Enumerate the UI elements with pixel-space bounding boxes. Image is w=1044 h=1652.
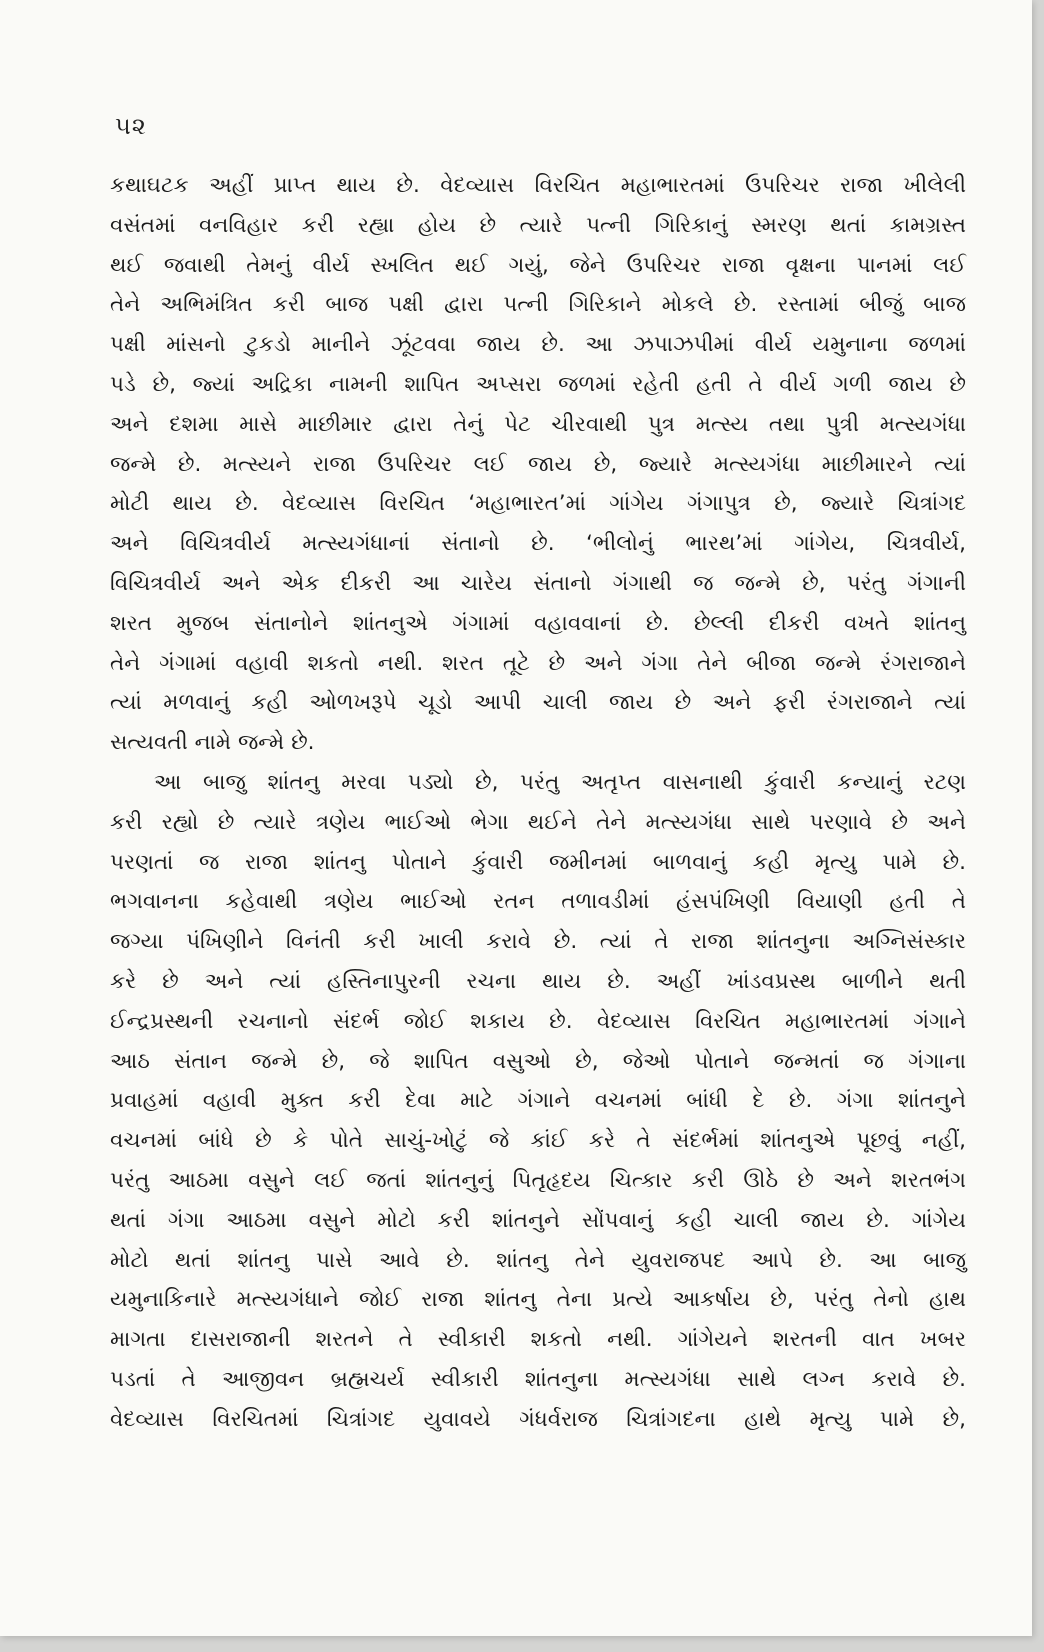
text-line: અને દશમા માસે માછીમાર દ્વારા તેનું પેટ ચીરવાથી પુત્ર મત્સ્ય તથા પુત્રી મત્સ્યગંધા [110, 411, 966, 437]
text-line: યમુનાકિનારે મત્સ્યગંધાને જોઈ રાજા શાંતનુ તેના પ્રત્યે આકર્ષાય છે, પરંતુ તેનો હાથ [110, 1287, 966, 1313]
text-line: તેને અભિમંત્રિત કરી બાજ પક્ષી દ્વારા પત્ની ગિરિકાને મોકલે છે. રસ્તામાં બીજું બાજ [110, 292, 966, 318]
text-line: વિચિત્રવીર્ય અને એક દીકરી આ ચારેય સંતાનો ગંગાથી જ જન્મે છે, પરંતુ ગંગાની [110, 570, 966, 596]
text-line: ત્યાં મળવાનું કહી ઓળખરૂપે ચૂડો આપી ચાલી જાય છે અને ફરી રંગરાજાને ત્યાં [110, 690, 966, 716]
text-line: સત્યવતી નામે જન્મે છે. [110, 730, 315, 756]
text-line: આઠ સંતાન જન્મે છે, જે શાપિત વસુઓ છે, જેઓ પોતાને જન્મતાં જ ગંગાના [110, 1048, 966, 1074]
text-line: થતાં ગંગા આઠમા વસુને મોટો કરી શાંતનુને સોંપવાનું કહી ચાલી જાય છે. ગાંગેય [110, 1207, 966, 1233]
text-line: પડતાં તે આજીવન બ્રહ્મચર્ય સ્વીકારી શાંતનુના મત્સ્યગંધા સાથે લગ્ન કરાવે છે. [110, 1366, 966, 1392]
text-line: પરણતાં જ રાજા શાંતનુ પોતાને કુંવારી જમીનમાં બાળવાનું કહી મૃત્યુ પામે છે. [110, 849, 966, 875]
text-line: કથાઘટક અહીં પ્રાપ્ત થાય છે. વેદવ્યાસ વિરચિત મહાભારતમાં ઉપરિચર રાજા ખીલેલી [110, 173, 966, 198]
text-line: પ્રવાહમાં વહાવી મુક્ત કરી દેવા માટે ગંગાને વચનમાં બાંધી દે છે. ગંગા શાંતનુને [110, 1088, 966, 1114]
text-line: પરંતુ આઠમા વસુને લઈ જતાં શાંતનુનું પિતૃહૃદય ચિત્કાર કરી ઊઠે છે અને શરતભંગ [110, 1167, 966, 1193]
text-line: કરી રહ્યો છે ત્યારે ત્રણેય ભાઈઓ ભેગા થઈને તેને મત્સ્યગંધા સાથે પરણાવે છે અને [110, 809, 966, 835]
text-line: શરત મુજબ સંતાનોને શાંતનુએ ગંગામાં વહાવવાનાં છે. છેલ્લી દીકરી વખતે શાંતનુ [110, 610, 966, 636]
text-line: પડે છે, જ્યાં અદ્રિકા નામની શાપિત અપ્સરા જળમાં રહેતી હતી તે વીર્ય ગળી જાય છે [110, 371, 966, 397]
body-text [110, 166, 966, 1440]
text-line: જગ્યા પંખિણીને વિનંતી કરી ખાલી કરાવે છે. ત્યાં તે રાજા શાંતનુના અગ્નિસંસ્કાર [110, 929, 966, 955]
text-line: અને વિચિત્રવીર્ય મત્સ્યગંધાનાં સંતાનો છે. ‘ભીલોનું ભારથ’માં ગાંગેય, ચિત્રવીર્ય, [110, 531, 966, 557]
text-line: પક્ષી માંસનો ટુકડો માનીને ઝૂંટવવા જાય છે. આ ઝપાઝપીમાં વીર્ય યમુનાના જળમાં [110, 332, 966, 358]
text-line: વસંતમાં વનવિહાર કરી રહ્યા હોય છે ત્યારે પત્ની ગિરિકાનું સ્મરણ થતાં કામગ્રસ્ત [110, 212, 966, 238]
text-line: જન્મે છે. મત્સ્યને રાજા ઉપરિચર લઈ જાય છે, જ્યારે મત્સ્યગંધા માછીમારને ત્યાં [110, 451, 966, 477]
text-line: વચનમાં બાંધે છે કે પોતે સાચું-ખોટું જે કાંઈ કરે તે સંદર્ભમાં શાંતનુએ પૂછવું નહીં, [110, 1128, 966, 1154]
text-line: વેદવ્યાસ વિરચિતમાં ચિત્રાંગદ યુવાવયે ગંધર્વરાજ ચિત્રાંગદના હાથે મૃત્યુ પામે છે, [110, 1406, 966, 1432]
text-line: ઈન્દ્રપ્રસ્થની રચનાનો સંદર્ભ જોઈ શકાય છે. વેદવ્યાસ વિરચિત મહાભારતમાં ગંગાને [110, 1008, 966, 1034]
text-line: તેને ગંગામાં વહાવી શકતો નથી. શરત તૂટે છે અને ગંગા તેને બીજા જન્મે રંગરાજાને [110, 650, 966, 676]
text-line: મોટો થતાં શાંતનુ પાસે આવે છે. શાંતનુ તેને યુવરાજપદ આપે છે. આ બાજુ [110, 1247, 966, 1273]
text-line: કરે છે અને ત્યાં હસ્તિનાપુરની રચના થાય છે. અહીં ખાંડવપ્રસ્થ બાળીને થતી [110, 968, 966, 994]
text-line: મોટી થાય છે. વેદવ્યાસ વિરચિત ‘મહાભારત’માં ગાંગેય ગંગાપુત્ર છે, જ્યારે ચિત્રાંગદ [110, 491, 966, 517]
text-line: ભગવાનના કહેવાથી ત્રણેય ભાઈઓ રતન તળાવડીમાં હંસપંખિણી વિયાણી હતી તે [110, 889, 966, 915]
text-line: થઈ જવાથી તેમનું વીર્ય સ્ખલિત થઈ ગયું, જેને ઉપરિચર રાજા વૃક્ષના પાનમાં લઈ [110, 252, 966, 278]
text-line: માગતા દાસરાજાની શરતને તે સ્વીકારી શકતો નથી. ગાંગેયને શરતની વાત ખબર [110, 1327, 966, 1353]
text-line: આ બાજુ શાંતનુ મરવા પડ્યો છે, પરંતુ અતૃપ્ત વાસનાથી કુંવારી કન્યાનું રટણ [154, 769, 966, 795]
page-number: ૫૨ [115, 112, 147, 140]
